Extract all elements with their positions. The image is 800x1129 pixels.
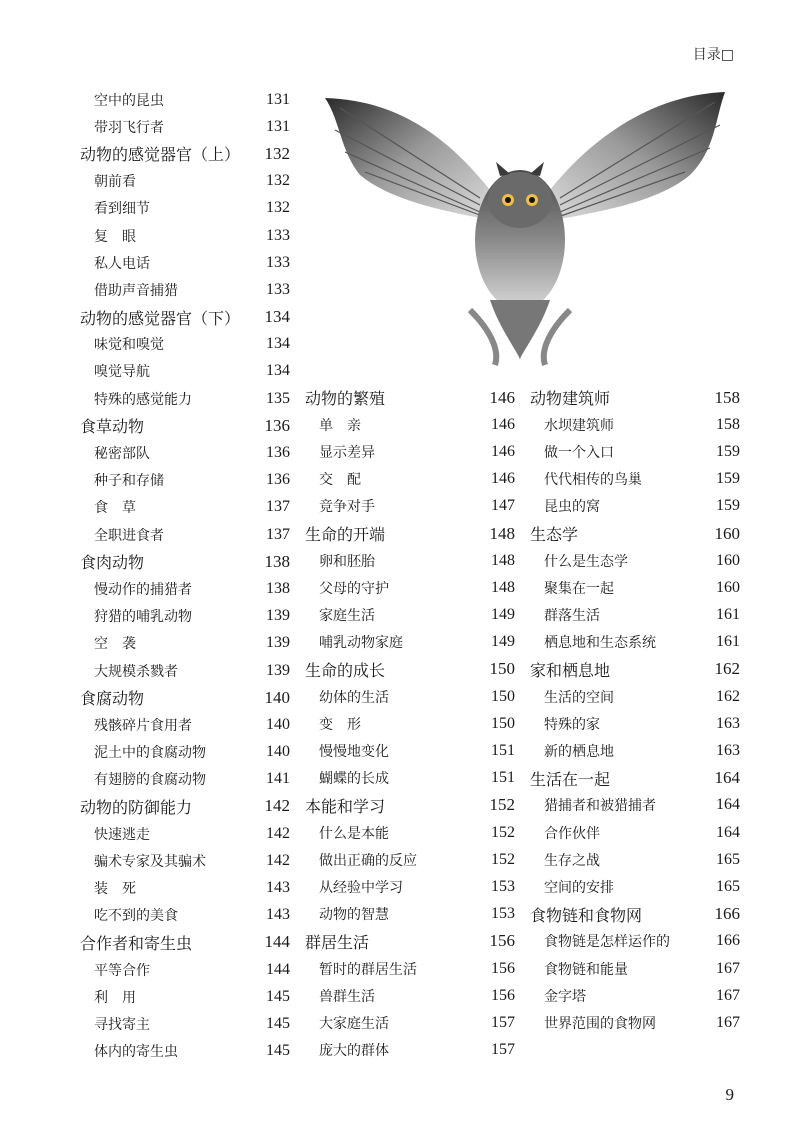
toc-subsection-entry[interactable] xyxy=(80,331,290,358)
toc-entry-title: 哺乳动物家庭 xyxy=(319,635,403,652)
toc-entry-title: 世界范围的食物网 xyxy=(544,1015,656,1032)
toc-entry-page: 141 xyxy=(266,770,290,788)
toc-section-entry[interactable] xyxy=(305,928,515,955)
toc-entry-title: 生命的开端 xyxy=(305,525,386,545)
toc-entry-page: 163 xyxy=(716,714,740,732)
toc-entry-page: 157 xyxy=(491,1013,515,1031)
toc-entry-title: 特殊的感觉能力 xyxy=(94,391,192,408)
toc-entry-title: 卵和胚胎 xyxy=(319,553,375,570)
toc-entry-page: 161 xyxy=(716,606,740,624)
toc-entry-title: 食腐动物 xyxy=(80,689,145,709)
toc-entry-title: 交 配 xyxy=(319,472,361,489)
toc-subsection-entry[interactable] xyxy=(80,847,290,874)
toc-subsection-entry[interactable] xyxy=(530,982,740,1009)
toc-entry-title: 做一个入口 xyxy=(544,444,614,461)
toc-entry-title: 代代相传的鸟巢 xyxy=(544,472,642,489)
toc-subsection-entry[interactable] xyxy=(530,602,740,629)
toc-entry-page: 144 xyxy=(264,932,290,952)
toc-subsection-entry[interactable] xyxy=(305,901,515,928)
toc-entry-title: 兽群生活 xyxy=(319,988,375,1005)
toc-subsection-entry[interactable] xyxy=(305,466,515,493)
toc-entry-page: 134 xyxy=(266,362,290,380)
toc-subsection-entry[interactable] xyxy=(305,819,515,846)
toc-entry-title: 显示差异 xyxy=(319,444,375,461)
toc-entry-title: 食 草 xyxy=(94,500,136,517)
toc-subsection-entry[interactable] xyxy=(80,739,290,766)
toc-entry-title: 昆虫的窝 xyxy=(544,499,600,516)
toc-entry-page: 149 xyxy=(491,606,515,624)
toc-entry-title: 动物的防御能力 xyxy=(80,797,193,817)
toc-entry-title: 新的栖息地 xyxy=(544,744,614,761)
toc-subsection-entry[interactable] xyxy=(80,766,290,793)
toc-entry-title: 寻找寄主 xyxy=(94,1016,150,1033)
toc-entry-page: 152 xyxy=(491,823,515,841)
toc-subsection-entry[interactable] xyxy=(80,86,290,113)
toc-entry-title: 从经验中学习 xyxy=(319,879,403,896)
toc-entry-title: 生存之战 xyxy=(544,852,600,869)
toc-entry-page: 142 xyxy=(264,796,290,816)
toc-entry-title: 生命的成长 xyxy=(305,660,386,680)
toc-subsection-entry[interactable] xyxy=(80,902,290,929)
toc-entry-page: 152 xyxy=(491,850,515,868)
toc-entry-title: 嗅觉导航 xyxy=(94,364,150,381)
toc-subsection-entry[interactable] xyxy=(80,820,290,847)
toc-entry-page: 167 xyxy=(716,986,740,1004)
toc-entry-title: 动物的智慧 xyxy=(319,907,389,924)
toc-subsection-entry[interactable] xyxy=(80,983,290,1010)
toc-subsection-entry[interactable] xyxy=(305,737,515,764)
toc-entry-page: 136 xyxy=(264,415,290,435)
toc-entry-page: 147 xyxy=(491,497,515,515)
toc-entry-title: 生活在一起 xyxy=(530,769,611,789)
toc-subsection-entry[interactable] xyxy=(530,710,740,737)
toc-entry-page: 133 xyxy=(266,280,290,298)
toc-entry-title: 体内的寄生虫 xyxy=(94,1044,178,1061)
toc-section-entry[interactable] xyxy=(80,304,290,331)
toc-entry-page: 139 xyxy=(266,607,290,625)
toc-entry-title: 味觉和嗅觉 xyxy=(94,337,164,354)
toc-entry-page: 150 xyxy=(489,659,515,679)
toc-entry-page: 134 xyxy=(264,307,290,327)
toc-entry-page: 158 xyxy=(716,415,740,433)
toc-entry-page: 145 xyxy=(266,1042,290,1060)
toc-subsection-entry[interactable] xyxy=(305,411,515,438)
toc-entry-title: 合作伙伴 xyxy=(544,825,600,842)
toc-entry-page: 145 xyxy=(266,987,290,1005)
toc-entry-title: 父母的守护 xyxy=(319,580,389,597)
toc-entry-page: 159 xyxy=(716,442,740,460)
toc-entry-page: 164 xyxy=(714,768,740,788)
toc-section-entry[interactable] xyxy=(305,792,515,819)
toc-subsection-entry[interactable] xyxy=(80,249,290,276)
toc-entry-page: 160 xyxy=(716,578,740,596)
toc-entry-title: 动物的感觉器官（上） xyxy=(80,145,241,165)
toc-section-entry[interactable] xyxy=(530,901,740,928)
toc-entry-page: 152 xyxy=(489,795,515,815)
toc-entry-page: 142 xyxy=(266,824,290,842)
toc-entry-page: 164 xyxy=(716,823,740,841)
toc-subsection-entry[interactable] xyxy=(530,846,740,873)
toc-subsection-entry[interactable] xyxy=(305,438,515,465)
toc-entry-page: 146 xyxy=(491,415,515,433)
toc-subsection-entry[interactable] xyxy=(80,575,290,602)
toc-entry-title: 水坝建筑师 xyxy=(544,417,614,434)
toc-entry-page: 133 xyxy=(266,253,290,271)
toc-entry-title: 动物的感觉器官（下） xyxy=(80,308,241,328)
toc-subsection-entry[interactable] xyxy=(530,574,740,601)
toc-entry-page: 163 xyxy=(716,742,740,760)
toc-entry-title: 动物建筑师 xyxy=(530,389,611,409)
toc-section-entry[interactable] xyxy=(80,929,290,956)
toc-entry-title: 利 用 xyxy=(94,989,136,1006)
toc-section-entry[interactable] xyxy=(530,656,740,683)
toc-entry-title: 全职进食者 xyxy=(94,527,164,544)
toc-entry-title: 空间的安排 xyxy=(544,879,614,896)
toc-entry-page: 165 xyxy=(716,850,740,868)
toc-subsection-entry[interactable] xyxy=(305,955,515,982)
toc-section-entry[interactable] xyxy=(530,520,740,547)
toc-subsection-entry[interactable] xyxy=(305,547,515,574)
toc-entry-page: 166 xyxy=(714,904,740,924)
toc-entry-title: 生态学 xyxy=(530,525,579,545)
toc-entry-title: 食物链是怎样运作的 xyxy=(544,934,670,951)
toc-entry-title: 什么是本能 xyxy=(319,825,389,842)
toc-entry-title: 借助声音捕猎 xyxy=(94,282,178,299)
toc-entry-title: 朝前看 xyxy=(94,174,136,191)
toc-entry-title: 复 眼 xyxy=(94,228,136,245)
toc-entry-page: 143 xyxy=(266,906,290,924)
toc-entry-page: 160 xyxy=(714,523,740,543)
toc-entry-page: 138 xyxy=(266,579,290,597)
toc-entry-title: 竞争对手 xyxy=(319,499,375,516)
toc-entry-page: 165 xyxy=(716,877,740,895)
toc-entry-title: 狩猎的哺乳动物 xyxy=(94,609,192,626)
toc-subsection-entry[interactable] xyxy=(305,873,515,900)
toc-entry-page: 140 xyxy=(264,687,290,707)
toc-entry-page: 146 xyxy=(491,442,515,460)
toc-entry-title: 做出正确的反应 xyxy=(319,852,417,869)
toc-entry-page: 136 xyxy=(266,471,290,489)
toc-entry-page: 139 xyxy=(266,634,290,652)
toc-entry-title: 食肉动物 xyxy=(80,553,145,573)
toc-entry-title: 猎捕者和被猎捕者 xyxy=(544,798,656,815)
toc-entry-title: 慢动作的捕猎者 xyxy=(94,581,192,598)
toc-subsection-entry[interactable] xyxy=(530,438,740,465)
toc-entry-title: 栖息地和生态系统 xyxy=(544,635,656,652)
toc-entry-title: 蝴蝶的长成 xyxy=(319,771,389,788)
toc-subsection-entry[interactable] xyxy=(530,547,740,574)
toc-subsection-entry[interactable] xyxy=(80,630,290,657)
toc-entry-title: 慢慢地变化 xyxy=(319,744,389,761)
toc-subsection-entry[interactable] xyxy=(80,521,290,548)
toc-section-entry[interactable] xyxy=(530,765,740,792)
toc-entry-title: 空 袭 xyxy=(94,636,136,653)
toc-section-entry[interactable] xyxy=(305,656,515,683)
toc-subsection-entry[interactable] xyxy=(305,683,515,710)
toc-entry-page: 149 xyxy=(491,633,515,651)
toc-entry-page: 150 xyxy=(491,687,515,705)
toc-entry-page: 138 xyxy=(264,551,290,571)
toc-subsection-entry[interactable] xyxy=(80,385,290,412)
toc-subsection-entry[interactable] xyxy=(530,629,740,656)
toc-subsection-entry[interactable] xyxy=(80,711,290,738)
toc-subsection-entry[interactable] xyxy=(305,1009,515,1036)
toc-entry-page: 145 xyxy=(266,1014,290,1032)
toc-entry-page: 159 xyxy=(716,470,740,488)
toc-entry-title: 特殊的家 xyxy=(544,716,600,733)
toc-entry-title: 家和栖息地 xyxy=(530,660,611,680)
toc-entry-title: 秘密部队 xyxy=(94,446,150,463)
toc-entry-title: 带羽飞行者 xyxy=(94,119,164,136)
toc-entry-title: 合作者和寄生虫 xyxy=(80,933,193,953)
toc-entry-title: 私人电话 xyxy=(94,255,150,272)
toc-subsection-entry[interactable] xyxy=(80,358,290,385)
toc-entry-page: 156 xyxy=(491,986,515,1004)
toc-entry-title: 单 亲 xyxy=(319,417,361,434)
toc-subsection-entry[interactable] xyxy=(530,737,740,764)
toc-entry-page: 140 xyxy=(266,743,290,761)
toc-entry-page: 131 xyxy=(266,90,290,108)
toc-subsection-entry[interactable] xyxy=(530,493,740,520)
toc-subsection-entry[interactable] xyxy=(530,411,740,438)
toc-entry-title: 装 死 xyxy=(94,881,136,898)
toc-entry-page: 132 xyxy=(266,172,290,190)
toc-subsection-entry[interactable] xyxy=(305,493,515,520)
toc-entry-page: 159 xyxy=(716,497,740,515)
toc-subsection-entry[interactable] xyxy=(305,574,515,601)
toc-entry-page: 162 xyxy=(716,687,740,705)
toc-entry-page: 148 xyxy=(491,578,515,596)
toc-column-3 xyxy=(530,384,740,1037)
toc-entry-title: 吃不到的美食 xyxy=(94,908,178,925)
toc-entry-title: 本能和学习 xyxy=(305,796,386,816)
toc-entry-page: 136 xyxy=(266,444,290,462)
toc-subsection-entry[interactable] xyxy=(530,1009,740,1036)
toc-subsection-entry[interactable] xyxy=(305,629,515,656)
toc-entry-title: 幼体的生活 xyxy=(319,689,389,706)
toc-entry-page: 135 xyxy=(266,389,290,407)
toc-subsection-entry[interactable] xyxy=(530,928,740,955)
toc-entry-page: 144 xyxy=(266,960,290,978)
toc-entry-title: 群居生活 xyxy=(305,932,370,952)
page-number: 9 xyxy=(725,1085,734,1104)
toc-section-entry[interactable] xyxy=(80,684,290,711)
toc-section-entry[interactable] xyxy=(80,548,290,575)
toc-entry-page: 140 xyxy=(266,715,290,733)
toc-entry-title: 空中的昆虫 xyxy=(94,92,164,109)
toc-entry-page: 137 xyxy=(266,525,290,543)
toc-entry-page: 131 xyxy=(266,117,290,135)
toc-entry-page: 143 xyxy=(266,879,290,897)
toc-entry-page: 146 xyxy=(491,470,515,488)
toc-section-entry[interactable] xyxy=(80,140,290,167)
toc-subsection-entry[interactable] xyxy=(530,466,740,493)
toc-entry-page: 161 xyxy=(716,633,740,651)
toc-entry-title: 有翅膀的食腐动物 xyxy=(94,772,206,789)
toc-entry-page: 137 xyxy=(266,498,290,516)
toc-subsection-entry[interactable] xyxy=(80,874,290,901)
toc-column-1 xyxy=(80,86,290,1065)
toc-subsection-entry[interactable] xyxy=(530,792,740,819)
toc-entry-title: 家庭生活 xyxy=(319,608,375,625)
toc-subsection-entry[interactable] xyxy=(305,602,515,629)
toc-entry-page: 156 xyxy=(489,931,515,951)
toc-entry-page: 162 xyxy=(714,659,740,679)
toc-entry-page: 158 xyxy=(714,387,740,407)
toc-entry-title: 食草动物 xyxy=(80,417,145,437)
toc-subsection-entry[interactable] xyxy=(80,467,290,494)
toc-subsection-entry[interactable] xyxy=(305,710,515,737)
toc-column-2 xyxy=(305,384,515,1064)
toc-section-entry[interactable] xyxy=(80,412,290,439)
toc-subsection-entry[interactable] xyxy=(530,873,740,900)
toc-subsection-entry[interactable] xyxy=(80,113,290,140)
toc-section-entry[interactable] xyxy=(80,793,290,820)
toc-entry-title: 食物链和食物网 xyxy=(530,905,643,925)
toc-entry-title: 泥土中的食腐动物 xyxy=(94,745,206,762)
toc-entry-title: 看到细节 xyxy=(94,201,150,218)
toc-entry-page: 167 xyxy=(716,1013,740,1031)
toc-entry-title: 大家庭生活 xyxy=(319,1015,389,1032)
toc-entry-page: 153 xyxy=(491,877,515,895)
toc-entry-page: 153 xyxy=(491,905,515,923)
running-header: 目录□ xyxy=(692,47,734,63)
toc-entry-page: 142 xyxy=(266,851,290,869)
toc-entry-page: 132 xyxy=(264,143,290,163)
toc-subsection-entry[interactable] xyxy=(80,168,290,195)
toc-entry-title: 食物链和能量 xyxy=(544,961,628,978)
toc-subsection-entry[interactable] xyxy=(305,1037,515,1064)
toc-subsection-entry[interactable] xyxy=(530,955,740,982)
toc-entry-title: 残骸碎片食用者 xyxy=(94,717,192,734)
toc-subsection-entry[interactable] xyxy=(80,195,290,222)
toc-subsection-entry[interactable] xyxy=(305,765,515,792)
toc-entry-page: 132 xyxy=(266,199,290,217)
toc-entry-title: 群落生活 xyxy=(544,608,600,625)
toc-subsection-entry[interactable] xyxy=(80,439,290,466)
toc-subsection-entry[interactable] xyxy=(80,494,290,521)
toc-entry-page: 139 xyxy=(266,661,290,679)
toc-entry-title: 快速逃走 xyxy=(94,826,150,843)
toc-entry-title: 庞大的群体 xyxy=(319,1043,389,1060)
toc-entry-title: 暂时的群居生活 xyxy=(319,961,417,978)
toc-subsection-entry[interactable] xyxy=(80,222,290,249)
toc-entry-title: 骗术专家及其骗术 xyxy=(94,853,206,870)
toc-subsection-entry[interactable] xyxy=(530,683,740,710)
toc-entry-title: 种子和存储 xyxy=(94,473,164,490)
toc-entry-title: 平等合作 xyxy=(94,962,150,979)
toc-entry-page: 164 xyxy=(716,796,740,814)
owl-illustration xyxy=(320,80,730,380)
toc-subsection-entry[interactable] xyxy=(305,982,515,1009)
toc-entry-title: 金字塔 xyxy=(544,988,586,1005)
toc-subsection-entry[interactable] xyxy=(80,1038,290,1065)
toc-entry-title: 生活的空间 xyxy=(544,689,614,706)
toc-subsection-entry[interactable] xyxy=(80,657,290,684)
toc-entry-title: 变 形 xyxy=(319,716,361,733)
toc-entry-title: 什么是生态学 xyxy=(544,553,628,570)
toc-section-entry[interactable] xyxy=(305,384,515,411)
toc-subsection-entry[interactable] xyxy=(80,956,290,983)
toc-subsection-entry[interactable] xyxy=(80,276,290,303)
toc-entry-page: 148 xyxy=(491,551,515,569)
toc-entry-page: 148 xyxy=(489,523,515,543)
toc-subsection-entry[interactable] xyxy=(80,1010,290,1037)
toc-entry-page: 160 xyxy=(716,551,740,569)
toc-entry-page: 134 xyxy=(266,335,290,353)
toc-entry-title: 动物的繁殖 xyxy=(305,389,386,409)
toc-entry-page: 157 xyxy=(491,1041,515,1059)
toc-entry-page: 150 xyxy=(491,714,515,732)
toc-entry-title: 大规模杀戮者 xyxy=(94,663,178,680)
toc-entry-page: 156 xyxy=(491,959,515,977)
toc-entry-page: 133 xyxy=(266,226,290,244)
toc-subsection-entry[interactable] xyxy=(305,846,515,873)
toc-entry-page: 167 xyxy=(716,959,740,977)
toc-section-entry[interactable] xyxy=(530,384,740,411)
toc-entry-page: 151 xyxy=(491,769,515,787)
toc-entry-title: 聚集在一起 xyxy=(544,580,614,597)
toc-entry-page: 146 xyxy=(489,387,515,407)
toc-section-entry[interactable] xyxy=(305,520,515,547)
toc-subsection-entry[interactable] xyxy=(530,819,740,846)
toc-entry-page: 166 xyxy=(716,932,740,950)
toc-subsection-entry[interactable] xyxy=(80,603,290,630)
toc-entry-page: 151 xyxy=(491,742,515,760)
